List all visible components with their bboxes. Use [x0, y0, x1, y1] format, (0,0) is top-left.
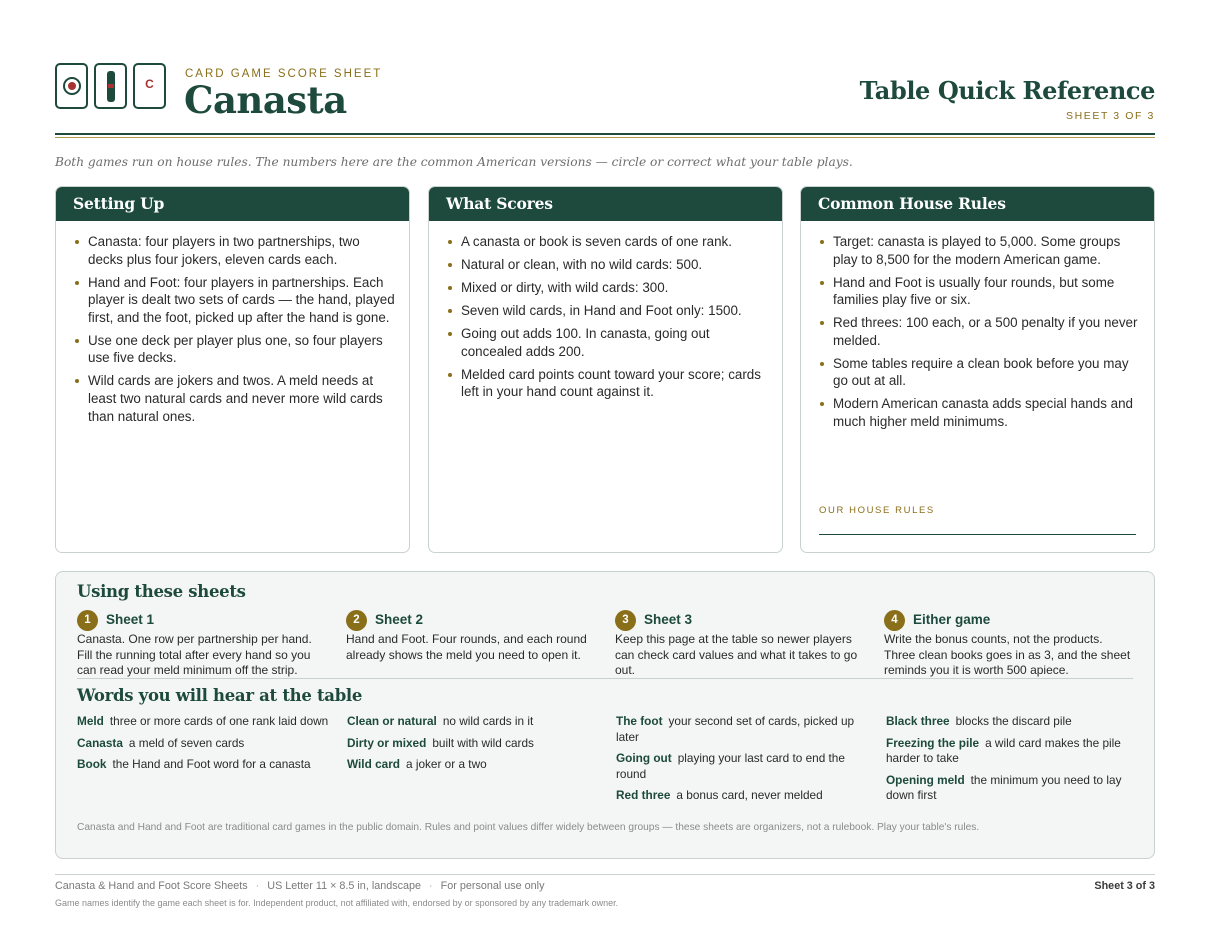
footer-paper-size: US Letter 11 × 8.5 in, landscape: [267, 880, 422, 892]
glossary-term: Book: [77, 757, 107, 772]
glossary-definition: the minimum you need to lay down first: [886, 772, 1122, 803]
list-item: Natural or clean, with no wild cards: 500.: [446, 256, 768, 274]
card-circle-icon: [55, 63, 88, 109]
glossary-definition: blocks the discard pile: [955, 714, 1072, 728]
panel-title: Setting Up: [56, 187, 409, 221]
glossary-item: [886, 773, 1138, 804]
list-item: Some tables require a clean book before you may go out at all.: [818, 355, 1140, 390]
glossary-term: Meld: [77, 714, 104, 728]
list-item: Mixed or dirty, with wild cards: 300.: [446, 279, 768, 297]
list-item: Use one deck per player plus one, so four players use five decks.: [73, 332, 395, 367]
sheet-number: SHEET 3 OF 3: [1065, 110, 1155, 122]
glossary-definition: a bonus card, never melded: [676, 788, 823, 803]
house-rules-write-line: [819, 534, 1136, 535]
panel-house-rules: [800, 186, 1155, 553]
glossary-definition: the Hand and Foot word for a canasta: [112, 757, 311, 772]
glossary-item: [77, 714, 329, 730]
glossary-item: [347, 757, 599, 773]
glossary-term: Opening meld: [886, 772, 965, 787]
step-title: Either game: [913, 612, 991, 627]
glossary-term: Black three: [886, 714, 950, 728]
card-letter-icon: [133, 63, 166, 109]
usage-title: Using these sheets: [77, 582, 246, 601]
footer-fine-print: Game names identify the game each sheet is for. Independent product, not affiliated with, endorsed by or sponsored by any trademark owner.: [55, 898, 619, 908]
glossary-definition: a wild card makes the pile harder to take: [886, 735, 1121, 766]
list-item: Red threes: 100 each, or a 500 penalty if you never melded.: [818, 314, 1140, 349]
reference-title: Table Quick Reference: [859, 76, 1155, 105]
glossary-definition: no wild cards in it: [442, 714, 534, 728]
footer-usage: For personal use only: [440, 880, 545, 892]
step-body: Write the bonus counts, not the products. Three clean books goes in as 3, and the sheet reminds you it is worth 500 apiece.: [884, 632, 1131, 677]
step-number-badge: 2: [346, 610, 367, 631]
glossary-term: Wild card: [347, 757, 400, 772]
intro-text: Both games run on house rules. The numbers here are the common American versions — circle or correct what your table plays.: [55, 155, 853, 169]
list-item: A canasta or book is seven cards of one rank.: [446, 233, 768, 251]
glossary-term: The foot: [616, 714, 663, 728]
footer-product-name: Canasta & Hand and Foot Score Sheets: [55, 880, 248, 892]
glossary-term: Going out: [616, 751, 672, 766]
step-body: Hand and Foot. Four rounds, and each round already shows the meld you need to open it.: [346, 632, 587, 662]
glossary-item: [886, 736, 1138, 767]
footer-divider: [55, 874, 1155, 875]
glossary-term: Red three: [616, 788, 671, 803]
footer-info: [55, 880, 544, 892]
panel-list: [429, 221, 782, 401]
header-divider: [55, 133, 1155, 138]
panel-list: [56, 221, 409, 425]
list-item: Hand and Foot is usually four rounds, but some families play five or six.: [818, 274, 1140, 309]
glossary-term: Clean or natural: [347, 714, 437, 728]
card-bar-icon: [94, 63, 127, 109]
card-logo: [55, 63, 166, 109]
usage-box: [55, 571, 1155, 859]
list-item: Canasta: four players in two partnerships, two decks plus four jokers, eleven cards each.: [73, 233, 395, 268]
list-item: Melded card points count toward your score; cards left in your hand count against it.: [446, 366, 768, 401]
footer-separator: ·: [255, 880, 260, 892]
disclaimer-text: Canasta and Hand and Foot are traditional card games in the public domain. Rules and point values differ widely between groups — these sheets are organizers, not a rulebook. Play your table's rules.: [77, 822, 980, 833]
glossary-item: [347, 714, 599, 730]
step-title: Sheet 2: [375, 612, 424, 627]
step-title: Sheet 3: [644, 612, 693, 627]
header-kicker: CARD GAME SCORE SHEET: [185, 68, 383, 80]
page-title: Canasta: [184, 78, 347, 122]
list-item: Wild cards are jokers and twos. A meld needs at least two natural cards and never more wild cards than natural ones.: [73, 372, 395, 425]
glossary-item: [347, 736, 599, 752]
list-item: Target: canasta is played to 5,000. Some groups play to 8,500 for the modern American game.: [818, 233, 1140, 268]
glossary-column: [77, 714, 329, 779]
glossary-item: [886, 714, 1138, 730]
step-body: Canasta. One row per partnership per hand. Fill the running total after every hand so you can read your meld minimum off the strip.: [77, 632, 312, 677]
glossary-term: Canasta: [77, 735, 123, 750]
list-item: Seven wild cards, in Hand and Foot only: 1500.: [446, 302, 768, 320]
panel-setting-up: [55, 186, 410, 553]
glossary-definition: playing your last card to end the round: [616, 751, 845, 781]
house-rules-label: OUR HOUSE RULES: [819, 505, 935, 516]
logo-letter: C: [145, 77, 154, 91]
glossary-definition: a joker or a two: [406, 757, 487, 772]
list-item: Modern American canasta adds special hands and much higher meld minimums.: [818, 395, 1140, 430]
glossary-column: [886, 714, 1138, 810]
glossary-item: [77, 736, 329, 752]
footer-page-number: Sheet 3 of 3: [1094, 880, 1155, 892]
glossary-item: [616, 714, 868, 745]
step-number-badge: 4: [884, 610, 905, 631]
glossary-title: Words you will hear at the table: [77, 686, 363, 705]
glossary-column: [616, 714, 868, 810]
glossary-definition: built with wild cards: [432, 735, 534, 750]
panel-list: [801, 221, 1154, 431]
list-item: Hand and Foot: four players in partnerships. Each player is dealt two sets of cards — the hand, played first, and the foot, picked up after the hand is gone.: [73, 274, 395, 327]
step-number-badge: 1: [77, 610, 98, 631]
glossary-term: Freezing the pile: [886, 735, 980, 750]
glossary-item: [77, 757, 329, 773]
panel-title: Common House Rules: [801, 187, 1154, 221]
glossary-item: [616, 751, 868, 782]
panel-title: What Scores: [429, 187, 782, 221]
footer-separator: ·: [429, 880, 433, 892]
usage-divider: [77, 678, 1133, 679]
glossary-term: Dirty or mixed: [347, 735, 427, 750]
glossary-definition: three or more cards of one rank laid down: [109, 714, 329, 728]
page-header: [55, 62, 1155, 122]
step-number-badge: 3: [615, 610, 636, 631]
glossary-definition: your second set of cards, picked up later: [616, 714, 855, 744]
list-item: Going out adds 100. In canasta, going out concealed adds 200.: [446, 325, 768, 360]
step-title: Sheet 1: [106, 612, 155, 627]
glossary-column: [347, 714, 599, 779]
glossary-item: [616, 788, 868, 804]
step-body: Keep this page at the table so newer players can check card values and what it takes to go out.: [615, 632, 858, 677]
panel-what-scores: [428, 186, 783, 553]
glossary-definition: a meld of seven cards: [128, 735, 245, 750]
